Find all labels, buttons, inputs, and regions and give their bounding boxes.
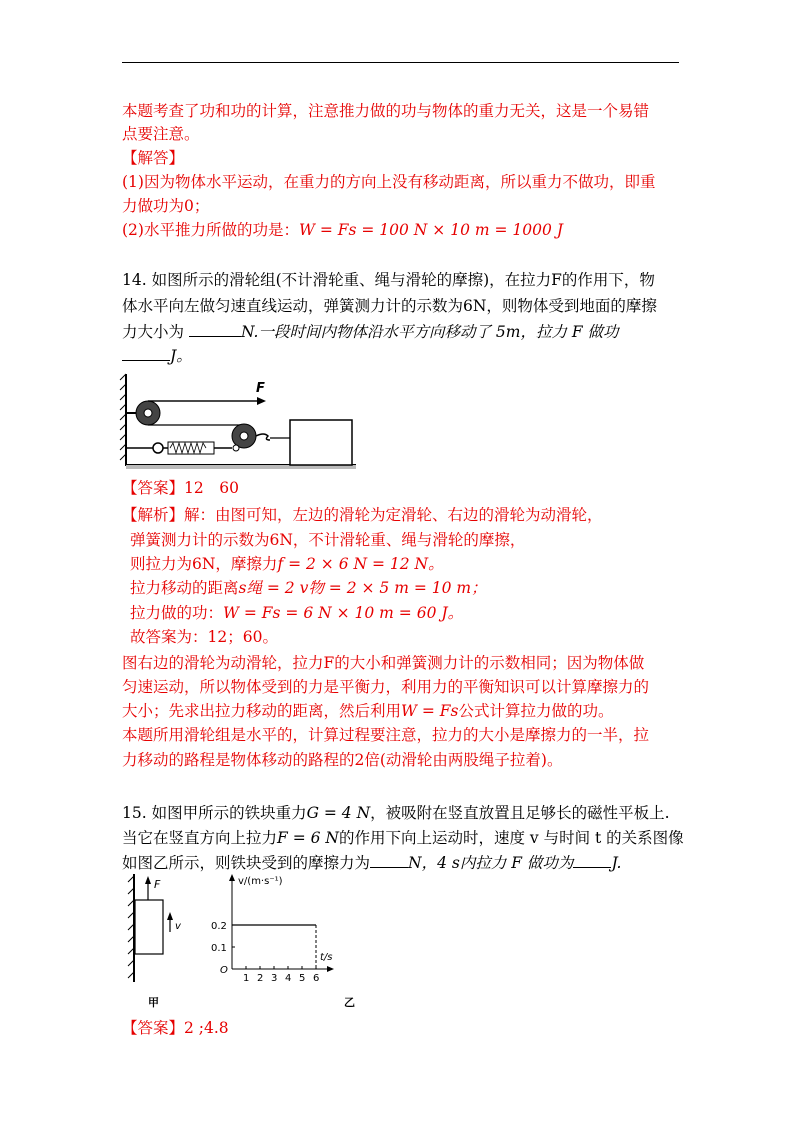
q15-l3-mid: N，4 s内拉力 F 做功为: [408, 854, 574, 872]
q14-answer: 【答案】12 60: [122, 479, 239, 497]
q14-a4-text: 拉力移动的距离: [130, 579, 239, 597]
q15-l1-pre: 15. 如图甲所示的铁块重力: [122, 804, 307, 822]
q14-a3-text: 则拉力为6N，摩擦力: [130, 555, 278, 573]
q14-a9-formula: W = Fs: [401, 702, 459, 720]
q15-line-3: [122, 853, 621, 873]
block: [290, 420, 352, 465]
x-tick-label: 5: [299, 973, 306, 984]
q15-line-1: [122, 803, 670, 823]
q14-analysis-9: [122, 701, 614, 721]
q14-analysis-4: [130, 578, 487, 598]
x-tick-label: 6: [313, 973, 320, 984]
wall: [120, 374, 126, 466]
q14-analysis-2: 弹簧测力计的示数为6N，不计滑轮重、绳与滑轮的摩擦，: [130, 531, 526, 549]
q14-line-2: 体水平向左做匀速直线运动，弹簧测力计的示数为6N，则物体受到地面的摩擦: [122, 297, 657, 315]
sol13-line-5-text: (2)水平推力所做的功是：: [122, 221, 299, 239]
q14-line-3-post: N.一段时间内物体沿水平方向移动了 5m，拉力 F 做功: [240, 323, 619, 341]
sol13-line-2: 点要注意。: [122, 125, 200, 143]
y-axis-arrow: [229, 874, 235, 881]
q14-line-4-post: J。: [170, 347, 192, 365]
spring-scale: [126, 442, 239, 454]
q15-l2-pre: 当它在竖直方向上拉力: [122, 829, 278, 847]
q14-line-4: [122, 346, 192, 366]
q14-a5-formula: W = Fs = 6 N × 10 m = 60 J。: [223, 604, 464, 622]
y-tick-label: 0.1: [211, 943, 227, 954]
sol13-answer-head: 【解答】: [122, 149, 185, 167]
q14-line-1: 14. 如图所示的滑轮组(不计滑轮重、绳与滑轮的摩擦)，在拉力F的作用下，物: [122, 271, 655, 289]
jia-caption: 甲: [148, 996, 159, 1009]
q14-a3-formula: f = 2 × 6 N = 12 N。: [277, 555, 444, 573]
q14-a9-post: 公式计算拉力做的功。: [458, 702, 614, 720]
q14-analysis-3: [130, 554, 444, 574]
sol13-line-3: (1)因为物体水平运动，在重力的方向上没有移动距离，所以重力不做功，即重: [122, 173, 656, 191]
q14-line-3-pre: 力大小为: [122, 323, 185, 341]
pulley-figure: [118, 372, 363, 470]
x-tick-label: 3: [271, 973, 278, 984]
x-tick-label: 1: [243, 973, 250, 984]
movable-pulley: [232, 424, 270, 448]
q14-a4-formula: s绳 = 2 v物 = 2 × 5 m = 10 m；: [238, 579, 487, 597]
q14-analysis-11: 力移动的路程是物体移动的路程的2倍(动滑轮由两股绳子拉着)。: [122, 751, 563, 769]
q14-analysis-7: 图右边的滑轮为动滑轮，拉力F的大小和弹簧测力计的示数相同；因为物体做: [122, 654, 645, 672]
q15-l3-pre: 如图乙所示，则铁块受到的摩擦力为: [122, 854, 371, 872]
q15-l1-post: ，被吸附在竖直放置且足够长的磁性平板上.: [370, 804, 670, 822]
q15-l2-post: 的作用下向上运动时，速度 v 与时间 t 的关系图像: [338, 829, 684, 847]
q14-analysis-5: [130, 603, 463, 623]
sol13-formula: W = Fs = 100 N × 10 m = 1000 J: [298, 221, 563, 239]
jia-v-label: v: [175, 921, 181, 932]
q14-analysis-6: 故答案为：12；60。: [130, 628, 278, 646]
x-axis-arrow: [327, 966, 334, 972]
figure-jia: [120, 872, 200, 1012]
pull-arrow: [148, 381, 266, 405]
q15-blank-2: [573, 853, 611, 868]
q15-l3-post: J.: [611, 854, 622, 872]
q15-blank-1: [370, 853, 408, 868]
x-tick-label: 2: [257, 973, 264, 984]
origin-label: O: [220, 965, 228, 976]
iron-block: [135, 900, 163, 954]
jia-F-label: F: [154, 878, 161, 891]
y-tick-label: 0.2: [211, 921, 227, 932]
yi-caption: 乙: [344, 996, 355, 1009]
q14-blank-2: [122, 346, 170, 361]
velocity-arrow-v: [167, 912, 182, 932]
figure-yi-vt-chart: [210, 872, 360, 1012]
q15-line-2: [122, 828, 684, 848]
sol13-line-1: 本题考查了功和功的计算，注意推力做的功与物体的重力无关，这是一个易错: [122, 102, 650, 120]
q15-answer: 【答案】2 ;4.8: [122, 1019, 229, 1037]
fixed-pulley: [126, 401, 160, 425]
q14-a5-text: 拉力做的功：: [130, 604, 224, 622]
q14-blank-1: [189, 322, 241, 337]
q14-line-3: [122, 322, 619, 342]
q15-l1-formula: G = 4 N: [306, 804, 371, 822]
y-axis-label: v/(m·s⁻¹): [238, 876, 283, 887]
sol13-line-4: 力做功为0；: [122, 197, 210, 215]
x-tick-label: 4: [285, 973, 292, 984]
header-rule: [122, 62, 679, 63]
q14-analysis-10: 本题所用滑轮组是水平的，计算过程要注意，拉力的大小是摩擦力的一半，拉: [122, 726, 650, 744]
force-F-label: F: [256, 381, 265, 396]
sol13-line-5: [122, 220, 563, 240]
q14-analysis-8: 匀速运动，所以物体受到的力是平衡力，利用力的平衡知识可以计算摩擦力的: [122, 678, 650, 696]
q14-analysis-1: 【解析】解：由图可知，左边的滑轮为定滑轮、右边的滑轮为动滑轮，: [122, 506, 603, 524]
q14-a9-text: 大小；先求出拉力移动的距离，然后利用: [122, 702, 402, 720]
magnetic-plate: [128, 874, 134, 982]
force-arrow-F: [145, 876, 161, 900]
x-axis-label: t/s: [320, 952, 333, 963]
q15-l2-formula: F = 6 N: [277, 829, 339, 847]
